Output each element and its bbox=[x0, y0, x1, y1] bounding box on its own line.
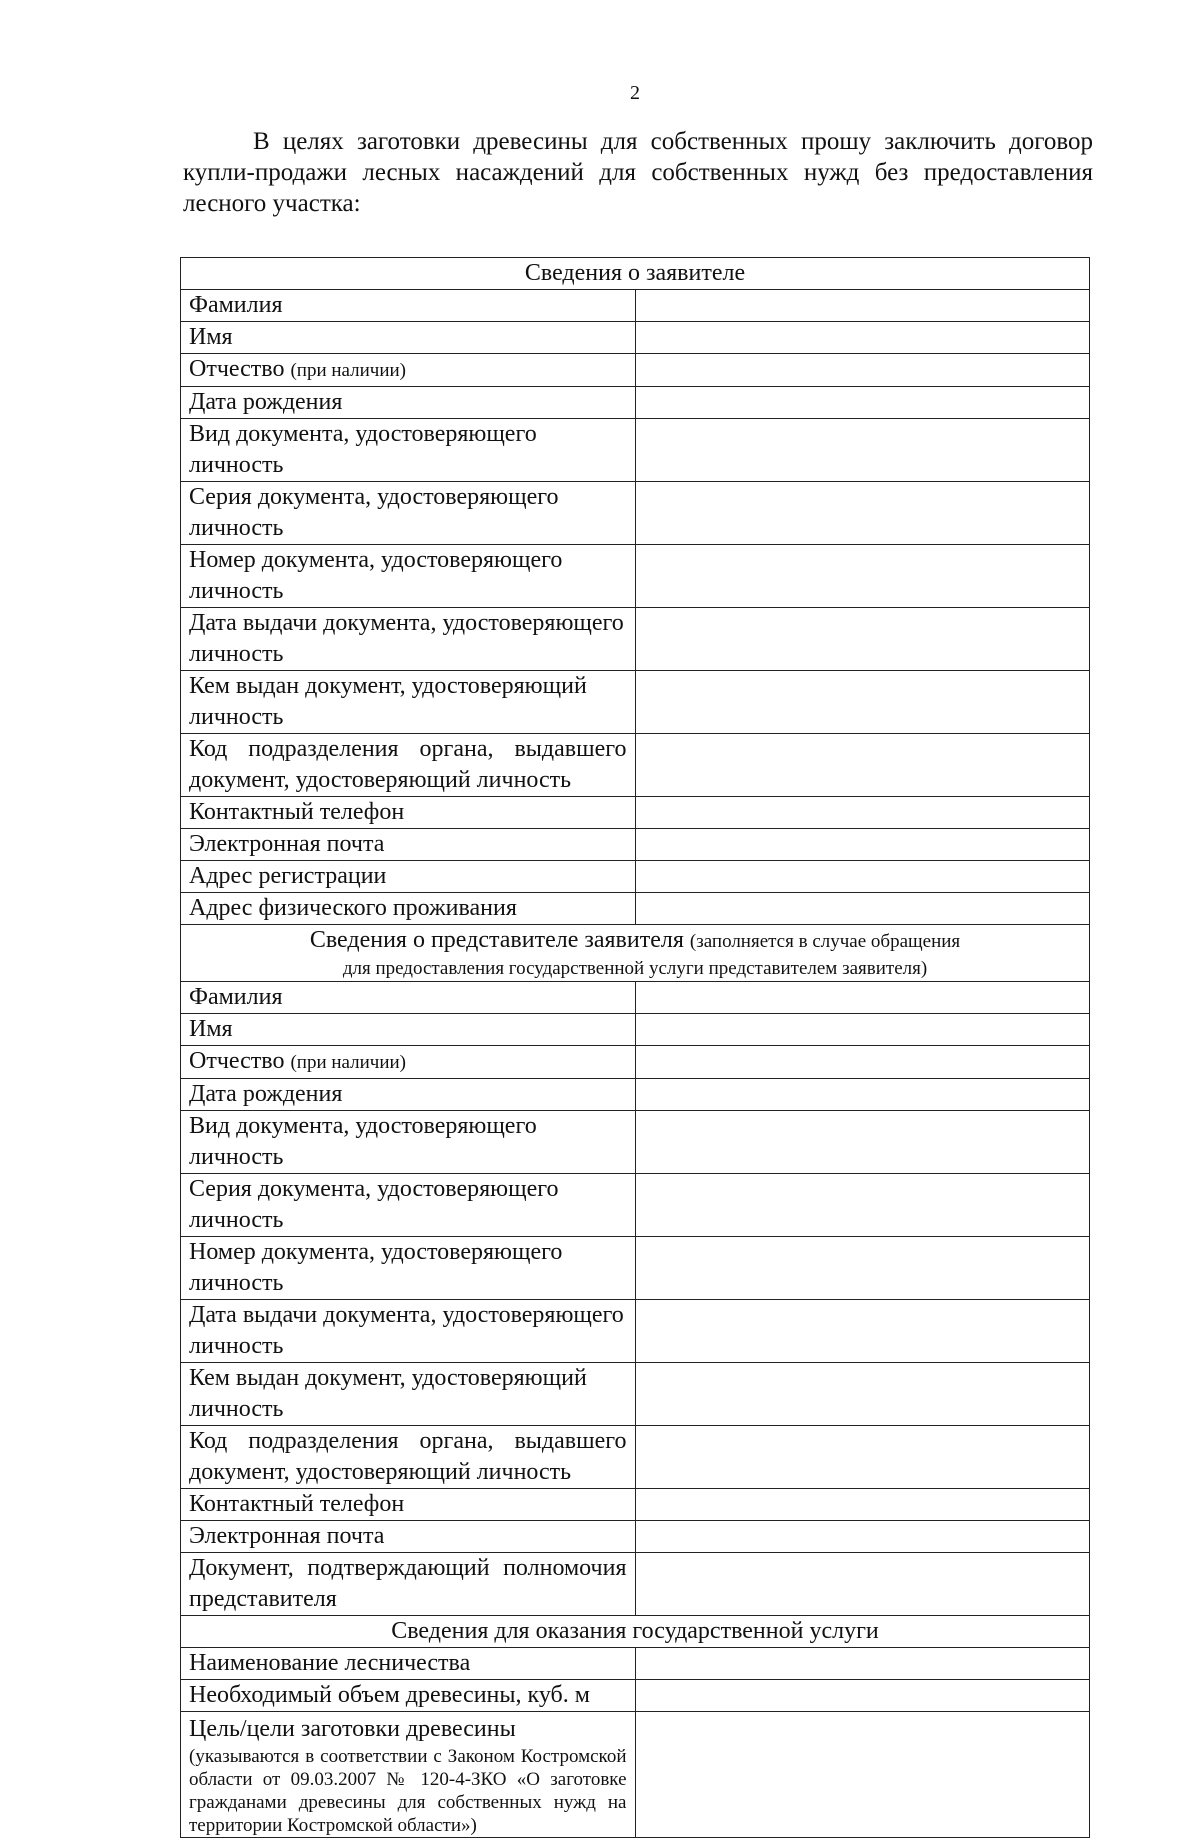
form-row bbox=[181, 1237, 1090, 1300]
field-label: Дата выдачи документа, удостоверяющего личность bbox=[181, 608, 636, 671]
section-title-service: Сведения для оказания государственной услуги bbox=[181, 1616, 1090, 1648]
form-row bbox=[181, 545, 1090, 608]
applicant-surname-field[interactable] bbox=[635, 290, 1090, 322]
form-row bbox=[181, 1300, 1090, 1363]
applicant-id-number-field[interactable] bbox=[635, 545, 1090, 608]
intro-paragraph: В целях заготовки древесины для собственных прошу заключить договор купли-продажи лесных насаждений для собственных нужд без предоставления лесного участка: bbox=[183, 128, 1093, 217]
form-row bbox=[181, 1648, 1090, 1680]
applicant-id-series-field[interactable] bbox=[635, 482, 1090, 545]
field-note: (при наличии) bbox=[290, 1052, 407, 1073]
form-row bbox=[181, 482, 1090, 545]
form-row bbox=[181, 387, 1090, 419]
applicant-id-type-field[interactable] bbox=[635, 419, 1090, 482]
representative-email-field[interactable] bbox=[635, 1521, 1090, 1553]
field-label: Код подразделения органа, выдавшего документ, удостоверяющий личность bbox=[181, 1426, 636, 1489]
field-label: Цель/цели заготовки древесины bbox=[189, 1716, 516, 1742]
field-label: Дата рождения bbox=[181, 387, 636, 419]
form-row bbox=[181, 1111, 1090, 1174]
representative-id-issue-date-field[interactable] bbox=[635, 1300, 1090, 1363]
representative-surname-field[interactable] bbox=[635, 982, 1090, 1014]
field-label: Кем выдан документ, удостоверяющий личность bbox=[181, 1363, 636, 1426]
field-label: Фамилия bbox=[181, 290, 636, 322]
applicant-birth-date-field[interactable] bbox=[635, 387, 1090, 419]
forestry-name-field[interactable] bbox=[635, 1648, 1090, 1680]
field-label: Фамилия bbox=[181, 982, 636, 1014]
field-label: Номер документа, удостоверяющего личность bbox=[181, 1237, 636, 1300]
form-row bbox=[181, 734, 1090, 797]
section-note-line-2: для предоставления государственной услуги представителем заявителя) bbox=[342, 958, 928, 979]
form-row bbox=[181, 893, 1090, 925]
applicant-registration-address-field[interactable] bbox=[635, 861, 1090, 893]
form-row bbox=[181, 1553, 1090, 1616]
form-row bbox=[181, 671, 1090, 734]
section-header-service bbox=[181, 1616, 1090, 1648]
representative-id-type-field[interactable] bbox=[635, 1111, 1090, 1174]
field-label: Наименование лесничества bbox=[181, 1648, 636, 1680]
field-label: Кем выдан документ, удостоверяющий личность bbox=[181, 671, 636, 734]
field-label: Документ, подтверждающий полномочия представителя bbox=[181, 1553, 636, 1616]
field-label-with-note bbox=[181, 1046, 636, 1079]
section-title-representative-cell bbox=[181, 925, 1090, 982]
representative-phone-field[interactable] bbox=[635, 1489, 1090, 1521]
representative-patronymic-field[interactable] bbox=[635, 1046, 1090, 1079]
form-row bbox=[181, 419, 1090, 482]
field-note: (указываются в соответствии с Законом Костромской области от 09.03.2007 № 120-4-ЗКО «О заготовке гражданами древесины для собственных нужд на территории Костромской области») bbox=[189, 1746, 627, 1836]
form-row bbox=[181, 322, 1090, 354]
field-label: Номер документа, удостоверяющего личность bbox=[181, 545, 636, 608]
field-label: Электронная почта bbox=[181, 1521, 636, 1553]
form-row bbox=[181, 861, 1090, 893]
form-row bbox=[181, 1014, 1090, 1046]
field-label: Серия документа, удостоверяющего личность bbox=[181, 1174, 636, 1237]
representative-department-code-field[interactable] bbox=[635, 1426, 1090, 1489]
form-row bbox=[181, 982, 1090, 1014]
field-label: Дата выдачи документа, удостоверяющего личность bbox=[181, 1300, 636, 1363]
field-label-with-note bbox=[181, 354, 636, 387]
form-row bbox=[181, 1363, 1090, 1426]
field-label-with-note bbox=[181, 1712, 636, 1838]
representative-id-number-field[interactable] bbox=[635, 1237, 1090, 1300]
section-title-representative: Сведения о представителе заявителя bbox=[309, 927, 684, 953]
wood-volume-field[interactable] bbox=[635, 1680, 1090, 1712]
applicant-id-issued-by-field[interactable] bbox=[635, 671, 1090, 734]
form-row bbox=[181, 354, 1090, 387]
section-note-line-1: (заполняется в случае обращения bbox=[689, 931, 961, 952]
representative-id-series-field[interactable] bbox=[635, 1174, 1090, 1237]
representative-authority-document-field[interactable] bbox=[635, 1553, 1090, 1616]
form-row bbox=[181, 1712, 1090, 1838]
form-row bbox=[181, 1489, 1090, 1521]
section-header-representative bbox=[181, 925, 1090, 982]
applicant-id-issue-date-field[interactable] bbox=[635, 608, 1090, 671]
field-label: Электронная почта bbox=[181, 829, 636, 861]
field-label: Имя bbox=[181, 322, 636, 354]
form-row bbox=[181, 829, 1090, 861]
form-row bbox=[181, 1079, 1090, 1111]
field-note: (при наличии) bbox=[290, 360, 407, 381]
applicant-residence-address-field[interactable] bbox=[635, 893, 1090, 925]
harvest-purpose-field[interactable] bbox=[635, 1712, 1090, 1838]
representative-id-issued-by-field[interactable] bbox=[635, 1363, 1090, 1426]
form-row bbox=[181, 1521, 1090, 1553]
form-row bbox=[181, 608, 1090, 671]
form-row bbox=[181, 797, 1090, 829]
applicant-department-code-field[interactable] bbox=[635, 734, 1090, 797]
representative-birth-date-field[interactable] bbox=[635, 1079, 1090, 1111]
field-label: Дата рождения bbox=[181, 1079, 636, 1111]
applicant-phone-field[interactable] bbox=[635, 797, 1090, 829]
section-header-applicant bbox=[181, 258, 1090, 290]
field-label: Вид документа, удостоверяющего личность bbox=[181, 1111, 636, 1174]
field-label: Вид документа, удостоверяющего личность bbox=[181, 419, 636, 482]
applicant-email-field[interactable] bbox=[635, 829, 1090, 861]
field-label: Имя bbox=[181, 1014, 636, 1046]
form-row bbox=[181, 1680, 1090, 1712]
application-form-table bbox=[180, 257, 1090, 1838]
representative-name-field[interactable] bbox=[635, 1014, 1090, 1046]
form-row bbox=[181, 290, 1090, 322]
section-title-applicant: Сведения о заявителе bbox=[181, 258, 1090, 290]
field-label: Серия документа, удостоверяющего личность bbox=[181, 482, 636, 545]
field-label: Контактный телефон bbox=[181, 1489, 636, 1521]
field-label: Отчество bbox=[189, 1048, 285, 1074]
field-label: Код подразделения органа, выдавшего документ, удостоверяющий личность bbox=[181, 734, 636, 797]
page-number: 2 bbox=[630, 82, 640, 104]
form-row bbox=[181, 1046, 1090, 1079]
field-label: Необходимый объем древесины, куб. м bbox=[181, 1680, 636, 1712]
form-row bbox=[181, 1426, 1090, 1489]
field-label: Адрес физического проживания bbox=[181, 893, 636, 925]
applicant-name-field[interactable] bbox=[635, 322, 1090, 354]
field-label: Адрес регистрации bbox=[181, 861, 636, 893]
form-row bbox=[181, 1174, 1090, 1237]
field-label: Контактный телефон bbox=[181, 797, 636, 829]
field-label: Отчество bbox=[189, 356, 285, 382]
applicant-patronymic-field[interactable] bbox=[635, 354, 1090, 387]
